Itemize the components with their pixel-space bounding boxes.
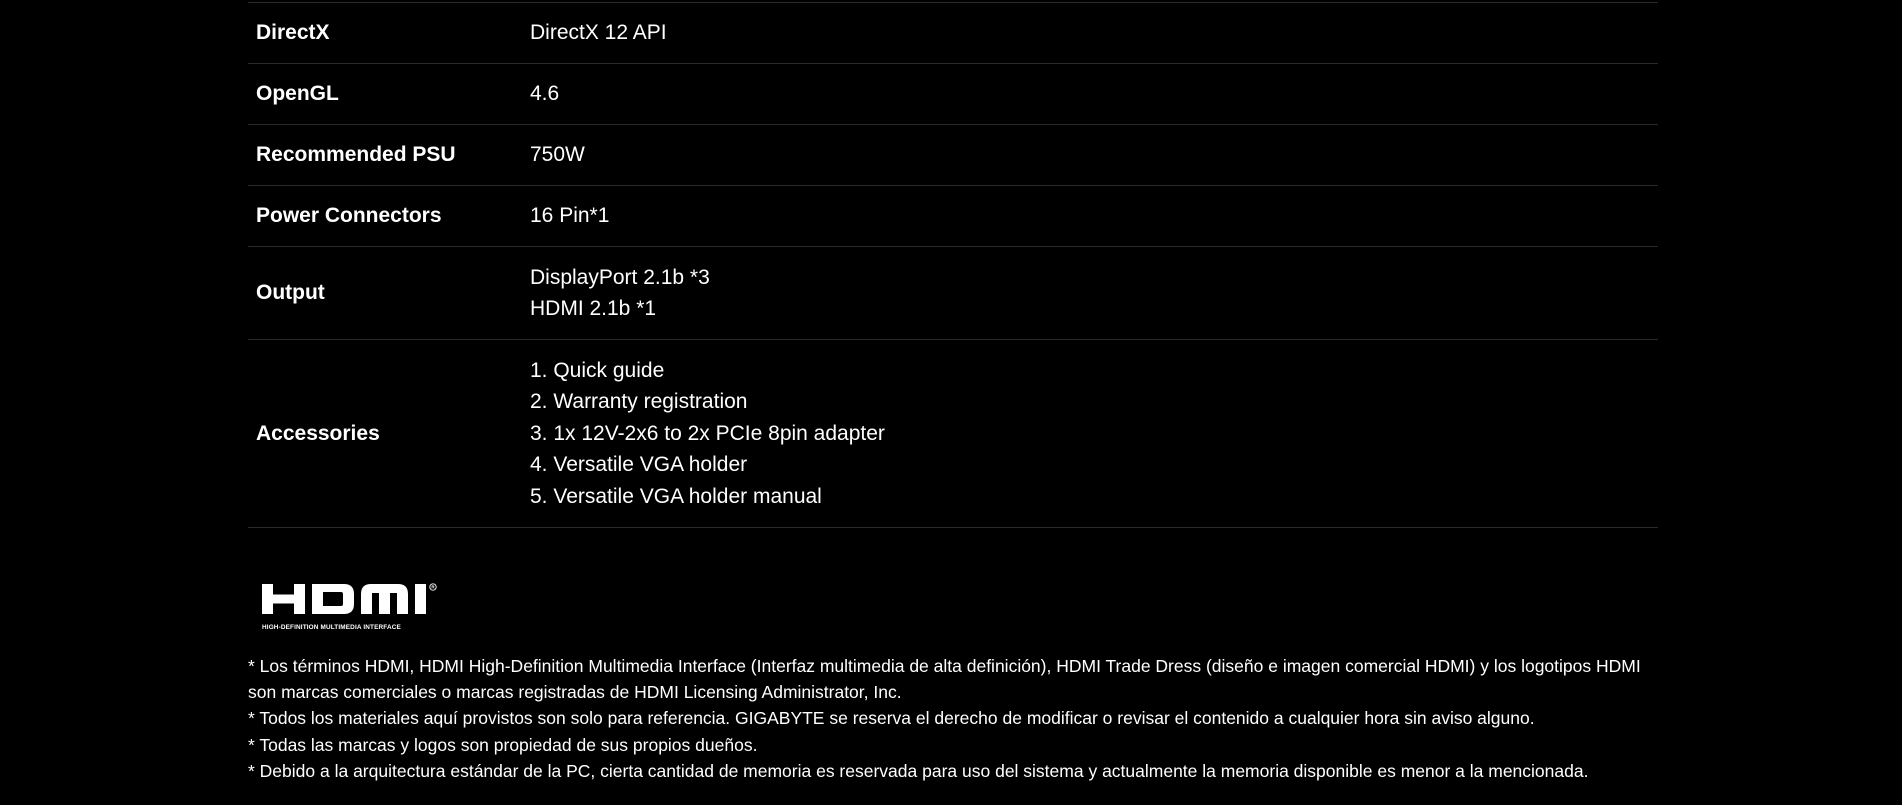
spec-value-line: 4. Versatile VGA holder xyxy=(530,453,748,477)
svg-text:R: R xyxy=(431,584,435,590)
spec-row-power-connectors xyxy=(248,186,1658,247)
spec-value-line: 5. Versatile VGA holder manual xyxy=(530,484,822,508)
spec-key: Output xyxy=(256,281,325,304)
spec-value xyxy=(530,78,1658,110)
footnote: * Los términos HDMI, HDMI High-Definition Multimedia Interface (Interfaz multimedia de alta definición), HDMI Trade Dress (diseño e imagen comercial HDMI) y los logotipos HDMI son marcas comerciales o marcas registradas de HDMI Licensing Administrator, Inc. xyxy=(248,656,1641,703)
hdmi-logo xyxy=(260,578,460,634)
footnotes xyxy=(248,653,1668,784)
spec-row-accessories xyxy=(248,340,1658,528)
spec-value-line: 16 Pin*1 xyxy=(530,204,610,228)
spec-row-directx xyxy=(248,3,1658,64)
spec-key: Accessories xyxy=(256,421,380,445)
spec-value-line: 750W xyxy=(530,143,585,167)
spec-key: Recommended PSU xyxy=(256,143,456,166)
spec-key: Power Connectors xyxy=(256,204,442,227)
spec-key: OpenGL xyxy=(256,82,339,105)
spec-value-line: DirectX 12 API xyxy=(530,21,667,45)
spec-value xyxy=(530,262,1658,325)
spec-value-line: 1. Quick guide xyxy=(530,358,665,382)
spec-key: DirectX xyxy=(256,21,330,44)
spec-value xyxy=(530,139,1658,171)
footnote: * Todas las marcas y logos son propiedad de sus propios dueños. xyxy=(248,734,758,755)
hdmi-logo-icon xyxy=(260,578,460,634)
spec-row-output xyxy=(248,247,1658,340)
spec-value-line: 2. Warranty registration xyxy=(530,390,748,414)
spec-value xyxy=(530,17,1658,49)
spec-table xyxy=(248,2,1658,528)
footnote: * Debido a la arquitectura estándar de la PC, cierta cantidad de memoria es reservada para uso del sistema y actualmente la memoria disponible es menor a la mencionada. xyxy=(248,760,1589,781)
footnote: * Todos los materiales aquí provistos son solo para referencia. GIGABYTE se reserva el derecho de modificar o revisar el contenido a cualquier hora sin aviso alguno. xyxy=(248,708,1535,729)
spec-value-line: 4.6 xyxy=(530,82,560,106)
spec-row-opengl xyxy=(248,64,1658,125)
spec-value xyxy=(530,200,1658,232)
spec-row-recommended-psu xyxy=(248,125,1658,186)
spec-value xyxy=(530,355,1658,513)
spec-value-line: HDMI 2.1b *1 xyxy=(530,297,657,320)
spec-value-line: 3. 1x 12V-2x6 to 2x PCIe 8pin adapter xyxy=(530,421,885,445)
spec-value-line: DisplayPort 2.1b *3 xyxy=(530,265,710,289)
hdmi-tagline: HIGH-DEFINITION MULTIMEDIA INTERFACE xyxy=(262,624,401,631)
